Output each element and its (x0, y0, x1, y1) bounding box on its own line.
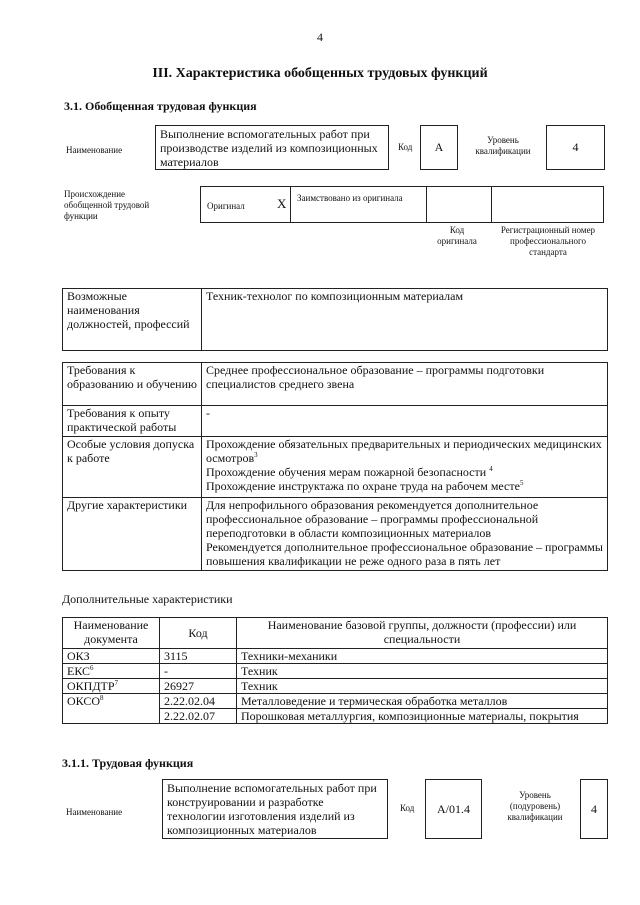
req-edu-label: Требования к образованию и обучению (63, 363, 202, 406)
divider (491, 187, 492, 222)
row-name: Порошковая металлургия, композиционные материалы, покрытия (237, 709, 608, 724)
req-exp-label: Требования к опыту практической работы (63, 406, 202, 437)
gtf-code-label: Код (398, 142, 413, 152)
row-code: 2.22.02.07 (160, 709, 237, 724)
footnote-ref: 6 (90, 664, 94, 672)
req-cond-value (202, 437, 608, 498)
table-row (63, 664, 608, 679)
other-line-2: Рекомендуется дополнительное профессиональное образование – программы повышения квалификации не реже одного раза в пять лет (206, 540, 603, 568)
tf-level-label: Уровень (подуровень) квалификации (507, 790, 563, 822)
header-code: Код (160, 618, 237, 649)
requirements-table (62, 362, 608, 571)
cond-line-3: Прохождение инструктажа по охране труда на рабочем месте (206, 479, 520, 493)
gtf-level-label: Уровень квалификации (475, 135, 531, 156)
origin-reg-caption: Регистрационный номер профессионального стандарта (500, 225, 596, 257)
positions-value: Техник-технолог по композиционным материалам (202, 289, 608, 351)
positions-table (62, 288, 608, 351)
tf-title: 3.1.1. Трудовая функция (62, 756, 194, 770)
footnote-ref: 4 (489, 465, 493, 473)
origin-original-mark: Х (277, 196, 287, 211)
gtf-code-value: А (420, 125, 458, 170)
tf-name-value: Выполнение вспомогательных работ при конструировании и разработке технологии изготовления изделий из композиционных материалов (162, 779, 388, 839)
origin-label: Происхождение обобщенной трудовой функции (64, 189, 150, 221)
row-doc: ОКПДТР (67, 679, 115, 693)
req-exp-value: - (202, 406, 608, 437)
tf-name-label: Наименование (66, 807, 123, 817)
req-other-value (202, 498, 608, 571)
subsection-title: 3.1. Обобщенная трудовая функция (64, 99, 257, 113)
section-title: III. Характеристика обобщенных трудовых функций (152, 66, 488, 81)
additional-title: Дополнительные характеристики (62, 592, 233, 606)
page-number: 4 (317, 30, 323, 44)
row-name: Техник (237, 679, 608, 694)
footnote-ref: 8 (100, 694, 104, 702)
req-edu-value: Среднее профессиональное образование – программы подготовки специалистов среднего звена (202, 363, 608, 406)
row-name: Техники-механики (237, 649, 608, 664)
tf-code-value: А/01.4 (425, 779, 482, 839)
row-doc: ОКСО (67, 694, 101, 708)
gtf-name-label: Наименование (66, 145, 123, 155)
header-name: Наименование базовой группы, должности (профессии) или специальности (237, 618, 608, 649)
table-row (63, 649, 608, 664)
row-doc: ЕКС (67, 664, 91, 678)
row-code: 26927 (160, 679, 237, 694)
additional-table (62, 617, 608, 724)
row-code: 2.22.02.04 (160, 694, 237, 709)
cond-line-2: Прохождение обучения мерам пожарной безопасности (206, 465, 490, 479)
row-name: Техник (237, 664, 608, 679)
gtf-level-value: 4 (546, 125, 605, 170)
row-code: - (160, 664, 237, 679)
origin-original-label: Оригинал (207, 201, 245, 211)
req-other-label: Другие характеристики (63, 498, 202, 571)
row-name: Металловедение и термическая обработка металлов (237, 694, 608, 709)
header-doc: Наименование документа (63, 618, 160, 649)
tf-level-value: 4 (580, 779, 608, 839)
row-doc: ОКЗ (67, 649, 90, 663)
footnote-ref: 7 (114, 679, 119, 687)
table-row (63, 694, 608, 709)
footnote-ref: 5 (519, 479, 524, 487)
cond-line-1: Прохождение обязательных предварительных и периодических медицинских осмотров (206, 437, 602, 465)
req-cond-label: Особые условия допуска к работе (63, 437, 202, 498)
gtf-name-value: Выполнение вспомогательных работ при производстве изделий из композиционных материалов (155, 125, 389, 170)
footnote-ref: 3 (254, 451, 258, 459)
origin-borrowed-label: Заимствовано из оригинала (297, 193, 403, 203)
origin-code-caption: Код оригинала (437, 225, 477, 246)
tf-code-label: Код (400, 803, 415, 813)
origin-table (200, 186, 604, 223)
row-code: 3115 (160, 649, 237, 664)
table-row (63, 679, 608, 694)
other-line-1: Для непрофильного образования рекомендуется дополнительное профессиональное образование – программы профессиональной переподготовки в области композиционных материалов (206, 498, 539, 540)
positions-label: Возможные наименования должностей, профессий (63, 289, 202, 351)
divider (426, 187, 427, 222)
divider (290, 187, 291, 222)
